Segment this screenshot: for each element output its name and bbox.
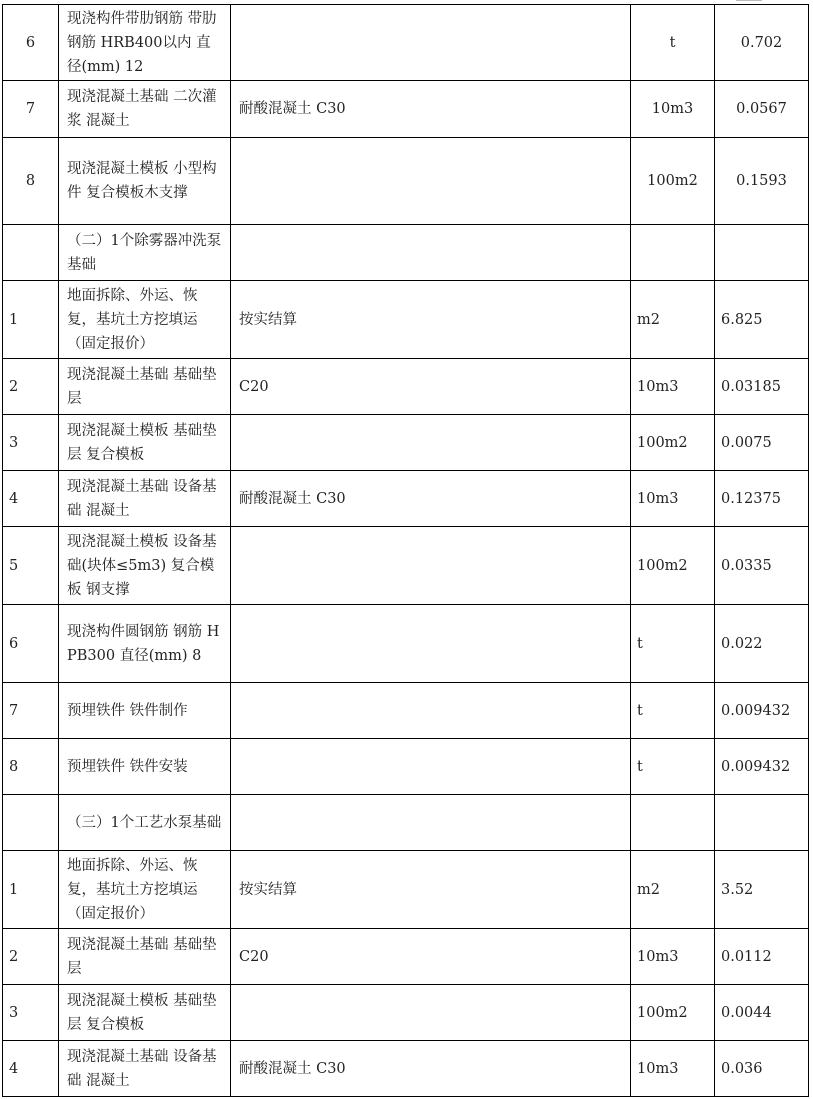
item-unit: 10m3 [631, 471, 715, 527]
row-number: 7 [3, 81, 59, 138]
table-row [3, 929, 809, 985]
item-name: 现浇混凝土基础 设备基础 混凝土 [59, 471, 231, 527]
item-spec: 耐酸混凝土 C30 [231, 81, 631, 138]
item-spec: 按实结算 [231, 851, 631, 929]
item-name: （二）1个除雾器冲洗泵基础 [59, 225, 231, 281]
item-quantity: 0.009432 [715, 683, 809, 739]
table-row [3, 415, 809, 471]
item-unit: t [631, 683, 715, 739]
row-number: 6 [3, 605, 59, 683]
item-spec: 耐酸混凝土 C30 [231, 1041, 631, 1097]
item-spec [231, 985, 631, 1041]
row-number: 2 [3, 359, 59, 415]
row-number: 8 [3, 739, 59, 795]
row-number [3, 225, 59, 281]
item-quantity [715, 795, 809, 851]
item-unit: m2 [631, 851, 715, 929]
item-unit: 10m3 [631, 81, 715, 138]
item-unit: 10m3 [631, 1041, 715, 1097]
item-spec [231, 225, 631, 281]
item-quantity [715, 225, 809, 281]
item-name: 现浇混凝土模板 基础垫层 复合模板 [59, 415, 231, 471]
row-number: 3 [3, 415, 59, 471]
row-number: 7 [3, 683, 59, 739]
table-row [3, 851, 809, 929]
item-unit: 100m2 [631, 138, 715, 225]
item-quantity: 0.009432 [715, 739, 809, 795]
item-quantity: 0.022 [715, 605, 809, 683]
table-row [3, 281, 809, 359]
item-unit: 100m2 [631, 415, 715, 471]
item-quantity: 0.0335 [715, 527, 809, 605]
item-spec [231, 527, 631, 605]
item-spec [231, 5, 631, 81]
item-name: 现浇混凝土模板 小型构件 复合模板木支撑 [59, 138, 231, 225]
item-quantity: 0.12375 [715, 471, 809, 527]
table-row [3, 471, 809, 527]
item-spec: 耐酸混凝土 C30 [231, 471, 631, 527]
item-name: 地面拆除、外运、恢复，基坑土方挖填运（固定报价） [59, 281, 231, 359]
item-name: 现浇混凝土基础 二次灌浆 混凝土 [59, 81, 231, 138]
row-number: 1 [3, 281, 59, 359]
item-quantity: 0.0112 [715, 929, 809, 985]
item-unit [631, 795, 715, 851]
item-spec: 按实结算 [231, 281, 631, 359]
row-number: 4 [3, 1041, 59, 1097]
item-spec [231, 415, 631, 471]
top-edge-mark [736, 0, 762, 3]
item-quantity: 0.03185 [715, 359, 809, 415]
item-name: （三）1个工艺水泵基础 [59, 795, 231, 851]
row-number: 2 [3, 929, 59, 985]
table-row [3, 225, 809, 281]
item-spec [231, 739, 631, 795]
table-row [3, 359, 809, 415]
item-spec [231, 795, 631, 851]
item-name: 现浇构件圆钢筋 钢筋 HPB300 直径(mm) 8 [59, 605, 231, 683]
table-row [3, 81, 809, 138]
table-row [3, 138, 809, 225]
item-spec: C20 [231, 359, 631, 415]
item-name: 预埋铁件 铁件制作 [59, 683, 231, 739]
item-spec [231, 605, 631, 683]
table-row [3, 1041, 809, 1097]
table-row [3, 5, 809, 81]
item-name: 预埋铁件 铁件安装 [59, 739, 231, 795]
item-quantity: 3.52 [715, 851, 809, 929]
table-row [3, 985, 809, 1041]
table-body [3, 5, 809, 1097]
item-unit: 10m3 [631, 359, 715, 415]
item-name: 现浇混凝土模板 基础垫层 复合模板 [59, 985, 231, 1041]
row-number: 1 [3, 851, 59, 929]
row-number: 8 [3, 138, 59, 225]
item-quantity: 0.0044 [715, 985, 809, 1041]
table-row [3, 527, 809, 605]
item-unit [631, 225, 715, 281]
item-name: 地面拆除、外运、恢复，基坑土方挖填运（固定报价） [59, 851, 231, 929]
table-row [3, 605, 809, 683]
item-quantity: 6.825 [715, 281, 809, 359]
item-quantity: 0.702 [715, 5, 809, 81]
row-number: 5 [3, 527, 59, 605]
item-name: 现浇混凝土基础 设备基础 混凝土 [59, 1041, 231, 1097]
item-quantity: 0.0075 [715, 415, 809, 471]
table-row [3, 683, 809, 739]
item-quantity: 0.036 [715, 1041, 809, 1097]
item-name: 现浇混凝土基础 基础垫层 [59, 929, 231, 985]
item-unit: 10m3 [631, 929, 715, 985]
row-number: 6 [3, 5, 59, 81]
quantity-table [2, 4, 809, 1097]
table-row [3, 795, 809, 851]
row-number [3, 795, 59, 851]
item-spec [231, 683, 631, 739]
item-name: 现浇混凝土模板 设备基础(块体≤5m3) 复合模板 钢支撑 [59, 527, 231, 605]
item-unit: t [631, 605, 715, 683]
item-spec [231, 138, 631, 225]
item-spec: C20 [231, 929, 631, 985]
row-number: 4 [3, 471, 59, 527]
item-name: 现浇构件带肋钢筋 带肋钢筋 HRB400以内 直径(mm) 12 [59, 5, 231, 81]
item-unit: 100m2 [631, 985, 715, 1041]
item-unit: 100m2 [631, 527, 715, 605]
item-unit: t [631, 739, 715, 795]
item-unit: m2 [631, 281, 715, 359]
row-number: 3 [3, 985, 59, 1041]
item-quantity: 0.1593 [715, 138, 809, 225]
item-name: 现浇混凝土基础 基础垫层 [59, 359, 231, 415]
table-row [3, 739, 809, 795]
item-quantity: 0.0567 [715, 81, 809, 138]
item-unit: t [631, 5, 715, 81]
